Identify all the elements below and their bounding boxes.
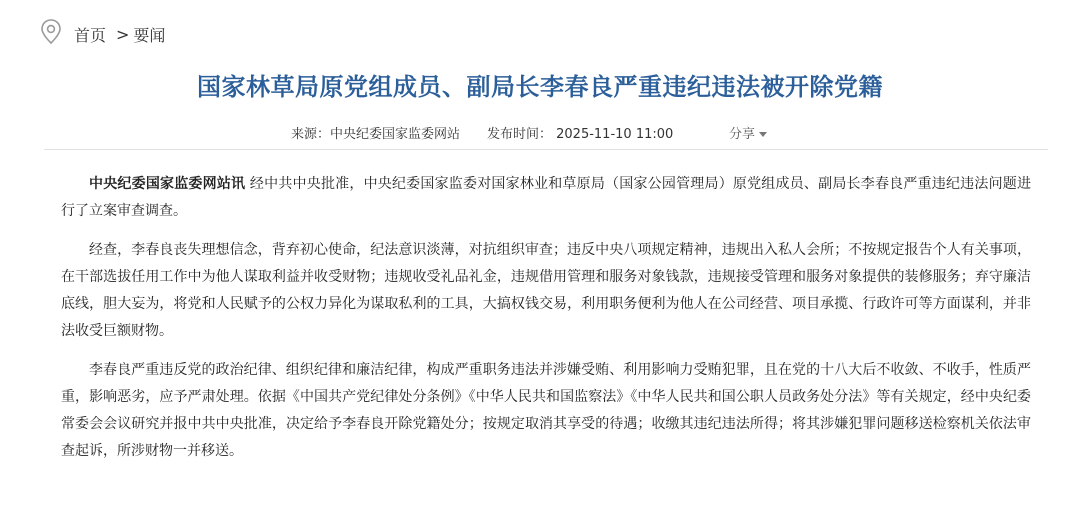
article-lead: 中央纪委国家监委网站讯 <box>89 176 246 192</box>
article-body <box>61 171 1031 477</box>
article-paragraph: 李春良严重违反党的政治纪律、组织纪律和廉洁纪律，构成严重职务违法并涉嫌受贿、利用影响力受贿犯罪，且在党的十八大后不收敛、不收手，性质严重，影响恶劣，应予严肃处理。依据《中国共产党纪律处分条例》《中华人民共和国监察法》《中华人民共和国公职人员政务处分法》等有关规定，经中央纪委常委会会议研究并报中共中央批准，决定给予李春良开除党籍处分；按规定取消其享受的待遇；收缴其违纪违法所得；将其涉嫌犯罪问题移送检察机关依法审查起诉，所涉财物一并移送。 <box>61 362 1031 459</box>
caret-down-icon <box>759 132 767 137</box>
article-source: 来源：中央纪委国家监委网站 <box>291 127 461 142</box>
location-pin-icon <box>38 18 74 50</box>
divider <box>44 149 1048 150</box>
breadcrumb-home-link[interactable]: 首页 <box>74 25 107 45</box>
article-paragraph: 经查，李春良丧失理想信念，背弃初心使命，纪法意识淡薄，对抗组织审查；违反中央八项规定精神，违规出入私人会所；不按规定报告个人有关事项，在干部选拔任用工作中为他人谋取利益并收受财物；违规收受礼品礼金，违规借用管理和服务对象钱款，违规接受管理和服务对象提供的装修服务；弃守廉洁底线，胆大妄为，将党和人民赋予的公权力异化为谋取私利的工具，大搞权钱交易，利用职务便利为他人在公司经营、项目承揽、行政许可等方面谋利，并非法收受巨额财物。 <box>61 242 1031 339</box>
breadcrumb-current-link[interactable]: 要闻 <box>133 25 166 45</box>
paragraph-text: 经中共中央批准，中央纪委国家监委对国家林业和草原局（国家公园管理局）原党组成员、副局长李春良严重违纪违法问题进行了立案审查调查。 <box>61 176 1032 219</box>
breadcrumb-separator: > <box>116 24 130 44</box>
breadcrumb <box>38 18 165 50</box>
share-button[interactable] <box>729 123 767 142</box>
share-label: 分享 <box>729 127 756 142</box>
article-title: 国家林草局原党组成员、副局长李春良严重违纪违法被开除党籍 <box>197 73 883 101</box>
article-paragraph <box>61 171 1031 225</box>
article-publish-time: 发布时间： 2025-11-10 11:00 <box>487 127 674 142</box>
article-meta <box>0 123 1080 143</box>
